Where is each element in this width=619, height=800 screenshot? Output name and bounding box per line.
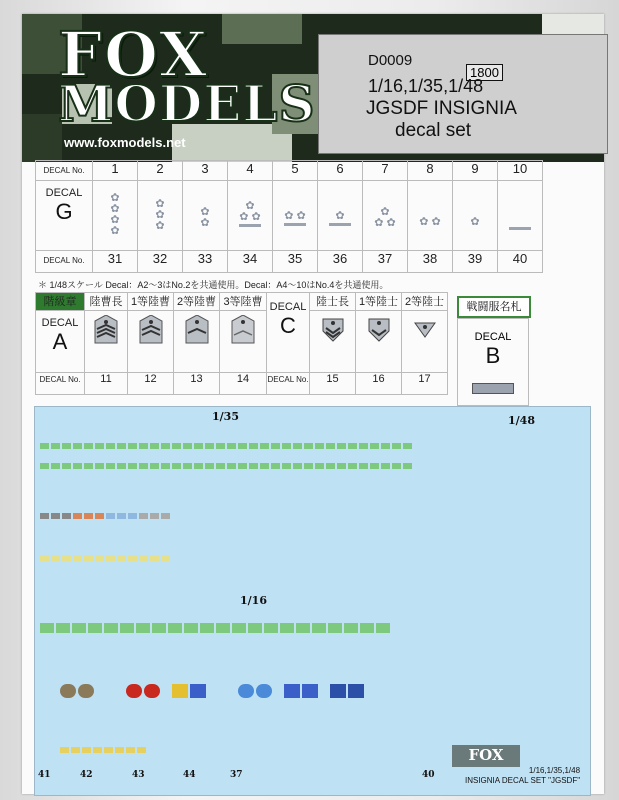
num-bottom-38: 38 <box>408 251 453 273</box>
decal-letter-c: C <box>280 313 296 338</box>
num-top-9: 9 <box>453 161 498 181</box>
num-bottom-36: 36 <box>318 251 363 273</box>
insignia-1-star-small: ✿ <box>453 181 498 251</box>
num-top-4: 4 <box>228 161 273 181</box>
brand-logo-fox: FOX <box>58 18 210 91</box>
sheet-scale-116: 1/16 <box>240 594 267 607</box>
product-code: D0009 <box>368 52 413 69</box>
sheet-row-rank-colored <box>40 506 172 514</box>
sheet-fox-logo: FOX <box>452 745 520 767</box>
num-bottom-35: 35 <box>273 251 318 273</box>
num-top-5: 5 <box>273 161 318 181</box>
insignia-4-stars: ✿ ✿ ✿ ✿ <box>93 181 138 251</box>
rank-num-16: 16 <box>356 373 402 395</box>
chevron-2-star-icon <box>128 311 174 373</box>
sheet-row-1 <box>40 436 414 444</box>
brand-logo-models: MODELS <box>58 74 316 133</box>
name-tag-shape <box>472 383 514 394</box>
shield-plain-icon <box>402 311 448 373</box>
sheet-num-41: 41 <box>38 770 51 780</box>
sheet-row-2 <box>40 456 414 464</box>
sheet-num-44: 44 <box>183 770 196 780</box>
name-tag-box <box>457 318 529 406</box>
chevron-plain-icon <box>220 311 267 373</box>
name-tag-letter: B <box>485 343 501 368</box>
num-bottom-37: 37 <box>363 251 408 273</box>
rank-num-15: 15 <box>310 373 356 395</box>
insignia-2-stars-small: ✿ ✿ <box>408 181 453 251</box>
name-tag-header: 戦闘服名札 <box>457 296 531 318</box>
sheet-caption-line1: 1/16,1/35,1/48 <box>528 766 581 775</box>
num-bottom-39: 39 <box>453 251 498 273</box>
shield-1-chevron-icon <box>356 311 402 373</box>
insignia-2-stars: ✿ ✿ <box>183 181 228 251</box>
rank-a-1: 陸曹長 <box>85 293 128 311</box>
insignia-bar-only <box>498 181 543 251</box>
num-top-6: 6 <box>318 161 363 181</box>
rank-num-13: 13 <box>174 373 220 395</box>
insignia-3-stars-small: ✿ ✿ ✿ <box>363 181 408 251</box>
rank-num-17: 17 <box>402 373 448 395</box>
sheet-scale-148: 1/48 <box>508 414 535 427</box>
sheet-num-40: 40 <box>422 770 435 780</box>
sheet-row-116-green <box>40 620 392 628</box>
sheet-num-37: 37 <box>230 770 243 780</box>
sheet-row-emblems <box>60 684 366 692</box>
num-bottom-40: 40 <box>498 251 543 273</box>
scales-text: 1/16,1/35,1/48 <box>368 76 484 96</box>
decal-c-cell <box>267 293 310 373</box>
num-top-10: 10 <box>498 161 543 181</box>
insignia-1-star-bar: ✿ <box>318 181 363 251</box>
product-subtitle: decal set <box>395 120 472 141</box>
insignia-2-stars-bar: ✿ ✿ <box>273 181 318 251</box>
decal-label-a: DECAL <box>41 317 79 329</box>
decal-letter-g: G <box>55 199 73 224</box>
num-bottom-32: 32 <box>138 251 183 273</box>
sheet-scale-135: 1/35 <box>212 410 239 423</box>
rank-table <box>35 292 448 395</box>
insignia-3-stars-bar: ✿ ✿ ✿ <box>228 181 273 251</box>
num-bottom-34: 34 <box>228 251 273 273</box>
sheet-caption-line2: INSIGNIA DECAL SET "JGSDF" <box>465 776 581 785</box>
insignia-3-stars: ✿ ✿ ✿ <box>138 181 183 251</box>
rank-c-1: 陸士長 <box>310 293 356 311</box>
num-top-7: 7 <box>363 161 408 181</box>
decal-label-g: DECAL <box>45 187 83 199</box>
sheet-row-yellow <box>40 548 172 556</box>
rank-c-2: 1等陸士 <box>356 293 402 311</box>
chevron-3-star-icon <box>85 311 128 373</box>
rank-num-12: 12 <box>128 373 174 395</box>
rank-num-14: 14 <box>220 373 267 395</box>
price-tag: 1800 <box>466 64 503 81</box>
sheet-num-42: 42 <box>80 770 93 780</box>
rank-num-11: 11 <box>85 373 128 395</box>
decal-a-cell <box>36 311 85 373</box>
rank-a-4: 3等陸曹 <box>220 293 267 311</box>
sheet-row-yellow-116 <box>60 740 148 748</box>
rank-a-2: 1等陸曹 <box>128 293 174 311</box>
shield-2-chevron-icon <box>310 311 356 373</box>
num-top-1: 1 <box>93 161 138 181</box>
name-tag-decal-label: DECAL <box>474 331 512 343</box>
decal-no-header: DECAL No. <box>43 166 85 175</box>
num-top-3: 3 <box>183 161 228 181</box>
num-top-2: 2 <box>138 161 183 181</box>
num-bottom-33: 33 <box>183 251 228 273</box>
sheet-num-43: 43 <box>132 770 145 780</box>
chevron-1-star-icon <box>174 311 220 373</box>
sheet-caption <box>465 766 580 786</box>
scale-note: ＊ 1/48スケール Decal：A2〜3はNo.2を共通使用。Decal：A4〜10はNo.4を共通使用。 <box>38 280 389 290</box>
rank-decal-no: DECAL No. <box>39 375 81 384</box>
insignia-table-g <box>35 160 543 273</box>
rank-a-3: 2等陸曹 <box>174 293 220 311</box>
rank-c-3: 2等陸士 <box>402 293 448 311</box>
website-url[interactable]: www.foxmodels.net <box>64 135 186 150</box>
rank-decal-no-c: DECAL No. <box>267 375 309 384</box>
rank-group-label: 階級章 <box>36 293 85 311</box>
num-top-8: 8 <box>408 161 453 181</box>
decal-letter-a: A <box>52 329 68 354</box>
num-bottom-31: 31 <box>93 251 138 273</box>
decal-no-footer: DECAL No. <box>43 256 85 265</box>
decal-label-c: DECAL <box>269 301 307 313</box>
product-title: JGSDF INSIGNIA <box>366 98 517 119</box>
